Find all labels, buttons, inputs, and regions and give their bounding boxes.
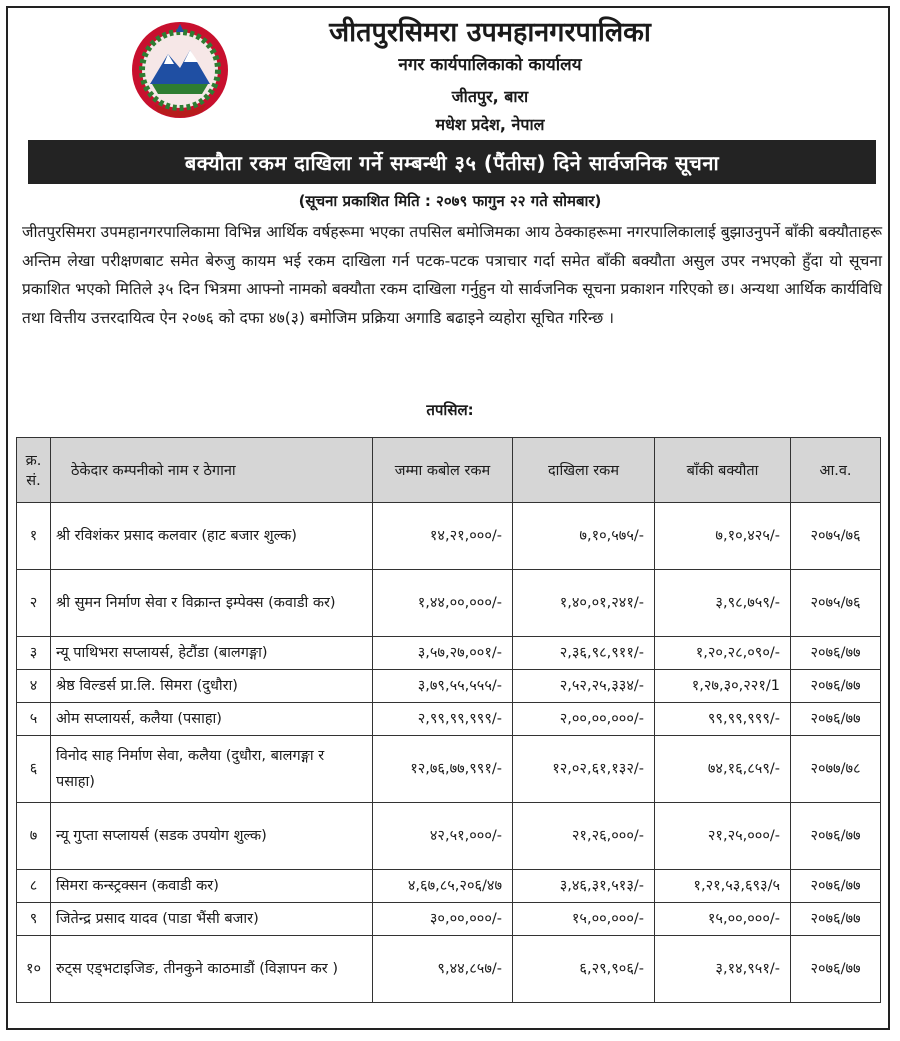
cell-deposited-amount: ३,४६,३१,५१३/- [513,870,655,903]
province-name: मधेश प्रदेश, नेपाल [435,115,545,134]
cell-contract-amount: ३०,००,०००/- [373,903,513,936]
cell-contract-amount: १२,७६,७७,९९१/- [373,736,513,803]
table-row [17,736,881,803]
cell-deposited-amount: २,००,००,०००/- [513,703,655,736]
cell-outstanding-amount: ७४,१६,८५९/- [655,736,791,803]
cell-sn: २ [17,570,51,637]
cell-contractor-name: विनोद साह निर्माण सेवा, कलैया (दुधौरा, बालगङ्गा र पसाहा) [51,736,373,803]
table-row [17,703,881,736]
cell-sn: १० [17,936,51,1003]
cell-deposited-amount: ७,१०,५७५/- [513,503,655,570]
cell-contract-amount: ९,४४,८५७/- [373,936,513,1003]
cell-contract-amount: १४,२१,०००/- [373,503,513,570]
header-outstanding-amount: बाँकी बक्यौता [655,438,791,503]
header-deposited-amount: दाखिला रकम [513,438,655,503]
cell-contractor-name: सिमरा कन्स्ट्रक्सन (कवाडी कर) [51,870,373,903]
cell-sn: ९ [17,903,51,936]
header-contract-amount: जम्मा कबोल रकम [373,438,513,503]
cell-fiscal-year: २०७७/७८ [791,736,881,803]
cell-outstanding-amount: १,२७,३०,२२१/1 [655,670,791,703]
cell-sn: ८ [17,870,51,903]
cell-deposited-amount: २१,२६,०००/- [513,803,655,870]
cell-outstanding-amount: १,२१,५३,६९३/५ [655,870,791,903]
cell-contract-amount: ३,७९,५५,५५५/- [373,670,513,703]
cell-fiscal-year: २०७६/७७ [791,703,881,736]
cell-outstanding-amount: ३,१४,९५१/- [655,936,791,1003]
cell-deposited-amount: १,४०,०१,२४१/- [513,570,655,637]
cell-outstanding-amount: ३,९८,७५९/- [655,570,791,637]
cell-outstanding-amount: ७,१०,४२५/- [655,503,791,570]
cell-outstanding-amount: ९९,९९,९९९/- [655,703,791,736]
cell-fiscal-year: २०७६/७७ [791,903,881,936]
nepal-emblem-icon [128,18,232,122]
cell-contractor-name: ओम सप्लायर्स, कलैया (पसाहा) [51,703,373,736]
table-row [17,570,881,637]
cell-contractor-name: जितेन्द्र प्रसाद यादव (पाडा भैंसी बजार) [51,903,373,936]
header-sn: क्र. सं. [17,438,51,503]
cell-sn: ३ [17,637,51,670]
schedule-heading: तपसिल: [426,401,474,419]
cell-outstanding-amount: २१,२५,०००/- [655,803,791,870]
cell-fiscal-year: २०७६/७७ [791,670,881,703]
cell-deposited-amount: ६,२९,९०६/- [513,936,655,1003]
cell-fiscal-year: २०७६/७७ [791,637,881,670]
cell-sn: ४ [17,670,51,703]
cell-contractor-name: श्री सुमन निर्माण सेवा र विक्रान्त इम्पेक्स (कवाडी कर) [51,570,373,637]
notice-body: जीतपुरसिमरा उपमहानगरपालिकामा विभिन्न आर्थिक वर्षहरूमा भएका तपसिल बमोजिमका आय ठेक्काहरूमा नगरपालिकालाई बुझाउनुपर्ने बाँकी बक्यौताहरू अन्तिम लेखा परीक्षणबाट समेत बेरुजु कायम भई रकम दाखिला गर्न पटक-पटक पत्राचार गर्दा समेत बाँकी बक्यौता असुल उपर नभएको हुँदा यो सूचना प्रकाशित भएको मितिले ३५ दिन भित्रमा आफ्नो नामको बक्यौता रकम दाखिला गर्नुहुन यो सार्वजनिक सूचना प्रकाशन गरिएको छ। अन्यथा आर्थिक कार्यविधि तथा वित्तीय उत्तरदायित्व ऐन २०७६ को दफा ४७(३) बमोजिम प्रक्रिया अगाडि बढाइने व्यहोरा सूचित गरिन्छ । [22,223,882,327]
table-row [17,503,881,570]
header-contractor-name: ठेकेदार कम्पनीको नाम र ठेगाना [51,438,373,503]
cell-contract-amount: ३,५७,२७,००१/- [373,637,513,670]
table-row [17,903,881,936]
cell-fiscal-year: २०७५/७६ [791,570,881,637]
table-row [17,637,881,670]
cell-contractor-name: न्यू पाथिभरा सप्लायर्स, हेटौंडा (बालगङ्गा) [51,637,373,670]
table-row [17,670,881,703]
cell-contractor-name: श्रेष्ठ विल्डर्स प्रा.लि. सिमरा (दुधौरा) [51,670,373,703]
header-fiscal-year: आ.व. [791,438,881,503]
cell-sn: १ [17,503,51,570]
cell-contract-amount: १,४४,००,०००/- [373,570,513,637]
cell-fiscal-year: २०७६/७७ [791,803,881,870]
cell-fiscal-year: २०७६/७७ [791,936,881,1003]
notice-title: बक्यौता रकम दाखिला गर्ने सम्बन्धी ३५ (पैंतीस) दिने सार्वजनिक सूचना [28,140,876,184]
cell-contractor-name: रुट्स एड्भटाइजिङ, तीनकुने काठमाडौं (विज्ञापन कर ) [51,936,373,1003]
cell-deposited-amount: १५,००,०००/- [513,903,655,936]
table-row [17,936,881,1003]
cell-fiscal-year: २०७५/७६ [791,503,881,570]
cell-sn: ६ [17,736,51,803]
cell-fiscal-year: २०७६/७७ [791,870,881,903]
cell-sn: ५ [17,703,51,736]
cell-contract-amount: २,९९,९९,९९९/- [373,703,513,736]
cell-contract-amount: ४,६७,८५,२०६/४७ [373,870,513,903]
office-address: जीतपुर, बारा [451,87,529,106]
cell-sn: ७ [17,803,51,870]
org-name: जीतपुरसिमरा उपमहानगरपालिका [329,17,651,48]
cell-outstanding-amount: १५,००,०००/- [655,903,791,936]
office-name: नगर कार्यपालिकाको कार्यालय [398,55,582,75]
table-row [17,870,881,903]
cell-contract-amount: ४२,५१,०००/- [373,803,513,870]
cell-outstanding-amount: १,२०,२८,०९०/- [655,637,791,670]
table-header-row [17,438,881,503]
cell-contractor-name: श्री रविशंकर प्रसाद कलवार (हाट बजार शुल्क) [51,503,373,570]
table-row [17,803,881,870]
cell-deposited-amount: २,५२,२५,३३४/- [513,670,655,703]
arrears-table [16,437,881,1003]
cell-deposited-amount: २,३६,९८,९११/- [513,637,655,670]
cell-deposited-amount: १२,०२,६१,१३२/- [513,736,655,803]
published-date: (सूचना प्रकाशित मिति : २०७९ फागुन २२ गते सोमबार) [298,192,602,210]
cell-contractor-name: न्यू गुप्ता सप्लायर्स (सडक उपयोग शुल्क) [51,803,373,870]
